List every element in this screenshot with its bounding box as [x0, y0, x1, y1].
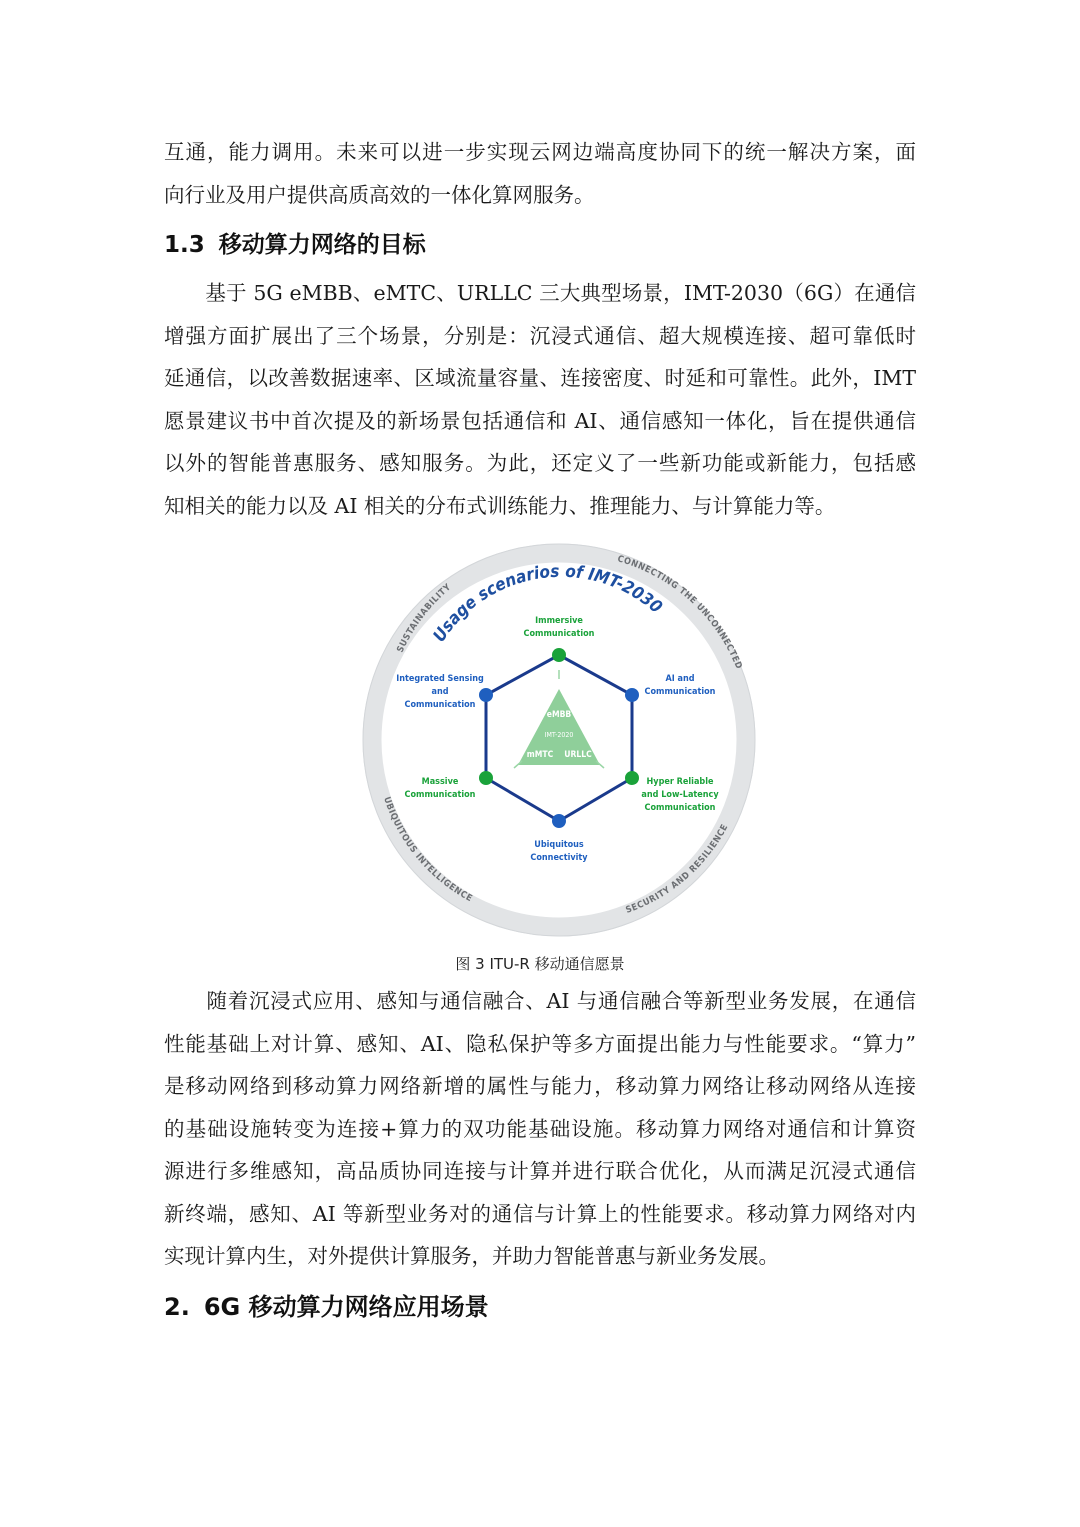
text-line: 以外的智能普惠服务、感知服务。为此，还定义了一些新功能或新能力，包括感 [164, 451, 916, 475]
section-title: 6G 移动算力网络应用场景 [203, 1293, 489, 1321]
svg-text:Immersive: Immersive [535, 616, 583, 626]
svg-text:Ubiquitous: Ubiquitous [534, 840, 584, 850]
ring-label-sustainability: SUSTAINABILITY [395, 582, 454, 655]
triangle-label-imt-2020: IMT-2020 [544, 731, 574, 739]
paragraph-intro-continuation [164, 131, 916, 216]
triangle-label-embb: eMBB [546, 710, 572, 720]
svg-text:Communication: Communication [404, 790, 476, 800]
text-line: 知相关的能力以及 AI 相关的分布式训练能力、推理能力、与计算能力等。 [164, 493, 836, 518]
svg-text:Integrated Sensing: Integrated Sensing [396, 674, 484, 684]
svg-text:Massive: Massive [421, 777, 459, 787]
text-line: 互通，能力调用。未来可以进一步实现云网边端高度协同下的统一解决方案，面 [164, 140, 916, 164]
triangle-label-mmtc: mMTC [526, 750, 554, 760]
section-heading-2 [164, 1287, 489, 1322]
section-number: 2. [164, 1293, 190, 1321]
triangle-label-urllc: URLLC [564, 750, 592, 760]
text-line: 愿景建议书中首次提及的新场景包括通信和 AI、通信感知一体化，旨在提供通信 [164, 408, 916, 433]
node-ai-communication [625, 688, 639, 702]
text-line: 延通信，以改善数据速率、区域流量容量、连接密度、时延和可靠性。此外，IMT [164, 366, 916, 390]
section-heading-1-3 [164, 226, 426, 259]
svg-text:Communication: Communication [523, 629, 595, 639]
text-line: 性能基础上对计算、感知、AI、隐私保护等多方面提出能力与性能要求。“算力” [164, 1031, 916, 1056]
text-line: 基于 5G eMBB、eMTC、URLLC 三大典型场景，IMT-2030（6G）在通信 [164, 281, 916, 305]
svg-text:Communication: Communication [644, 687, 716, 697]
svg-text:and: and [431, 687, 449, 697]
ring-label-ubiquitous-intelligence: UBIQUITOUS INTELLIGENCE [381, 795, 474, 905]
text-line: 的基础设施转变为连接+算力的双功能基础设施。移动算力网络对通信和计算资 [164, 1116, 916, 1141]
svg-text:Communication: Communication [404, 700, 476, 710]
label-hrllc [641, 777, 719, 813]
text-line: 向行业及用户提供高质高效的一体化算网服务。 [164, 182, 595, 207]
imt-2030-usage-scenarios-figure [362, 543, 756, 937]
node-hrllc [625, 771, 639, 785]
svg-text:Hyper Reliable: Hyper Reliable [646, 777, 714, 787]
node-ubiquitous-connectivity [552, 814, 566, 828]
ring-label-security: SECURITY AND RESILIENCE [624, 822, 731, 916]
node-integrated-sensing [479, 688, 493, 702]
text-line: 新终端，感知、AI 等新型业务对的通信与计算上的性能要求。移动算力网络对内 [164, 1201, 916, 1226]
node-massive-communication [479, 771, 493, 785]
paragraph-6g-scenarios [164, 272, 916, 527]
section-title: 移动算力网络的目标 [218, 232, 426, 258]
ring-label-connecting: CONNECTING THE UNCONNECTED [616, 554, 744, 671]
svg-text:AI and: AI and [665, 674, 695, 684]
svg-text:Communication: Communication [644, 803, 716, 813]
svg-text:and Low-Latency: and Low-Latency [641, 790, 719, 800]
figure-caption: 图 3 ITU-R 移动通信愿景 [455, 955, 625, 973]
svg-text:Connectivity: Connectivity [530, 853, 588, 863]
text-line: 是移动网络到移动算力网络新增的属性与能力，移动算力网络让移动网络从连接 [164, 1074, 916, 1098]
text-line: 随着沉浸式应用、感知与通信融合、AI 与通信融合等新型业务发展，在通信 [164, 989, 916, 1013]
section-number: 1.3 [164, 232, 205, 258]
text-line: 源进行多维感知，高品质协同连接与计算并进行联合优化，从而满足沉浸式通信 [164, 1159, 916, 1183]
node-immersive-communication [552, 648, 566, 662]
text-line: 增强方面扩展出了三个场景，分别是：沉浸式通信、超大规模连接、超可靠低时 [164, 323, 916, 348]
text-line: 实现计算内生，对外提供计算服务，并助力智能普惠与新业务发展。 [164, 1244, 779, 1268]
paragraph-computing-network [164, 980, 916, 1278]
figure-title: Usage scenarios of IMT-2030 [429, 561, 666, 646]
